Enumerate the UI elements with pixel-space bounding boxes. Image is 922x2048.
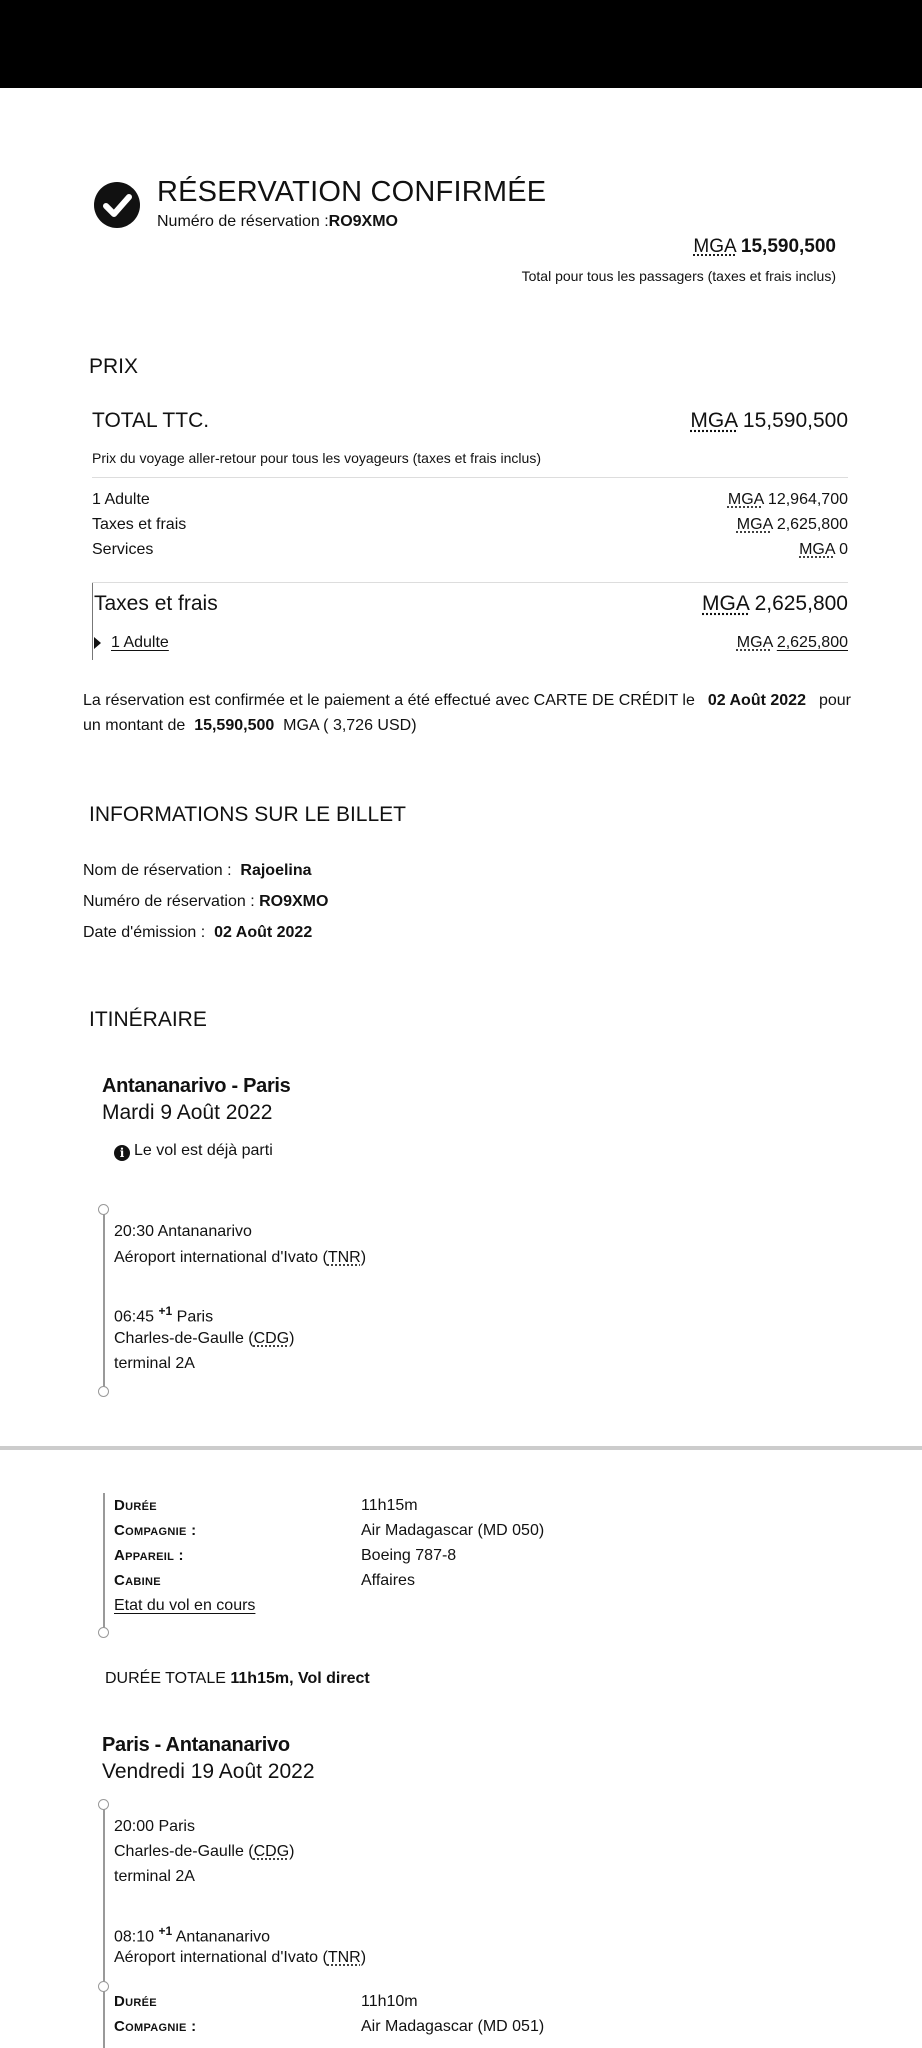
price-line-amount [737,516,848,534]
flight-1-departure-airport [114,1249,366,1267]
taxes-adult-value: 2,625,800 [776,634,848,651]
payment-amount: 15,590,500 [194,717,275,734]
ticket-reference-value: RO9XMO [259,893,329,910]
taxes-adult-label: 1 Adulte [111,634,169,651]
taxes-group-line [92,583,93,660]
flight-2-arrival-airport [114,1949,366,1967]
payment-date: 02 Août 2022 [707,692,806,709]
departure-time: 20:30 [114,1223,155,1240]
total-ttc-label: TOTAL TTC. [92,409,210,432]
flight-2-departure-airport [114,1843,295,1861]
airport-name: Charles-de-Gaulle ( [114,1330,254,1347]
price-line-amount [799,541,848,559]
cabin-label: Cabine [114,1572,161,1589]
arrival-city: Antananarivo [175,1928,271,1946]
arrival-city: Paris [176,1308,214,1326]
departure-time: 20:00 [114,1818,155,1835]
duration-label: Durée [114,1497,157,1514]
info-icon: i [114,1145,130,1161]
flight-1-arrival [114,1304,213,1326]
flight-2-departure [114,1818,195,1836]
caret-right-icon [94,637,101,649]
payment-confirmation [83,688,851,738]
flight-2-arrival [114,1924,270,1946]
flight-1-departure [114,1223,252,1241]
total-duration-value: 11h15m, Vol direct [230,1670,370,1687]
header-total [693,236,836,258]
flight-status-link[interactable]: Etat du vol en cours [114,1597,256,1614]
payment-text: pour [818,692,851,709]
airport-name: Aéroport international d'Ivato ( [114,1249,328,1266]
airport-code: TNR [327,1249,361,1266]
departure-city: Antananarivo [157,1223,252,1240]
airline-label: Compagnie : [114,1522,197,1539]
price-line-value: 12,964,700 [767,491,848,508]
flight-2-terminal: terminal 2A [114,1868,195,1885]
duration-value: 11h15m [361,1497,418,1514]
booking-name-label: Nom de réservation : [83,862,232,879]
aircraft-label: Appareil : [114,1547,184,1564]
airline-value: Air Madagascar (MD 050) [361,1522,545,1539]
taxes-amount [702,592,848,616]
section-title-itineraire: ITINÉRAIRE [89,1008,207,1031]
taxes-adult-amount[interactable] [737,634,848,652]
total-duration-label: DURÉE TOTALE [105,1670,226,1687]
timeline-dot [98,1204,109,1215]
taxes-adult-toggle[interactable] [94,634,169,652]
payment-text: un montant de [83,717,186,734]
payment-text: La réservation est confirmée et le paiement a été effectué avec CARTE DE CRÉDIT le [83,692,695,709]
taxes-title: Taxes et frais [94,592,218,615]
price-line-value: 2,625,800 [776,516,848,533]
flight-status [114,1142,273,1161]
price-line-label: Services [92,541,154,558]
timeline-dot [98,1981,109,1992]
cabin-value: Affaires [361,1572,415,1589]
timeline-dot [98,1627,109,1638]
airport-bracket: ) [289,1843,295,1860]
arrival-time: 06:45 [114,1308,155,1326]
payment-line-2 [83,713,851,738]
divider [92,582,848,583]
taxes-value: 2,625,800 [754,592,848,615]
booking-reference-value: RO9XMO [328,213,398,230]
currency-abbr: MGA [799,541,835,558]
divider [92,477,848,478]
next-day-badge: +1 [158,1924,173,1938]
flight-1-date: Mardi 9 Août 2022 [102,1101,273,1124]
payment-text: MGA ( 3,726 USD) [283,717,417,734]
booking-name-value: Rajoelina [240,862,312,879]
booking-reference [157,213,398,231]
top-bar [0,0,922,88]
timeline-line [103,1808,105,2048]
currency-abbr: MGA [693,236,736,257]
duration-value: 11h10m [361,1993,418,2010]
flight-1-route: Antananarivo - Paris [102,1075,291,1097]
section-separator [0,1446,922,1450]
aircraft-value: Boeing 787-8 [361,1547,457,1564]
duration-label: Durée [114,1993,157,2010]
section-title-prix: PRIX [89,355,139,378]
ticket-reference [83,893,328,911]
airport-code: CDG [253,1330,290,1347]
airline-value: Air Madagascar (MD 051) [361,2018,545,2035]
header-total-value: 15,590,500 [740,236,836,257]
page-title: RÉSERVATION CONFIRMÉE [157,176,547,208]
flight-1-arrival-airport [114,1330,295,1348]
departure-city: Paris [158,1818,195,1835]
airline-label: Compagnie : [114,2018,197,2035]
currency-abbr: MGA [736,634,773,651]
timeline-line [103,1208,105,1392]
timeline-dot [98,1386,109,1397]
header-total-note: Total pour tous les passagers (taxes et frais inclus) [521,268,836,284]
currency-abbr: MGA [736,516,773,533]
airport-bracket: ) [360,1949,367,1966]
flight-1-terminal: terminal 2A [114,1355,195,1372]
section-title-billet: INFORMATIONS SUR LE BILLET [89,803,406,826]
total-duration [105,1670,370,1688]
arrival-time: 08:10 [114,1928,155,1946]
issue-date [83,924,312,942]
currency-abbr: MGA [690,409,738,432]
price-line-value: 0 [839,541,848,558]
total-ttc-value: 15,590,500 [742,409,848,432]
price-line-label: 1 Adulte [92,491,150,508]
airport-bracket: ) [360,1249,367,1266]
price-line-amount [728,491,848,509]
airport-name: Charles-de-Gaulle ( [114,1843,254,1860]
price-line-label: Taxes et frais [92,516,187,533]
check-circle-icon [94,182,140,228]
airport-bracket: ) [289,1330,295,1347]
booking-name [83,862,312,880]
booking-reference-label: Numéro de réservation : [157,213,329,230]
currency-abbr: MGA [702,592,749,615]
flight-2-date: Vendredi 19 Août 2022 [102,1760,315,1783]
airport-name: Aéroport international d'Ivato ( [114,1949,328,1966]
currency-abbr: MGA [727,491,764,508]
payment-line-1 [83,688,851,713]
issue-date-value: 02 Août 2022 [214,924,313,941]
timeline-dot [98,1799,109,1810]
flight-2-route: Paris - Antananarivo [102,1734,290,1756]
flight-status-text: Le vol est déjà parti [134,1142,273,1159]
airport-code: CDG [253,1843,290,1860]
ticket-reference-label: Numéro de réservation : [83,893,255,910]
next-day-badge: +1 [158,1304,173,1318]
airport-code: TNR [327,1949,361,1966]
total-ttc-amount [690,409,848,433]
issue-date-label: Date d'émission : [83,924,206,941]
total-ttc-note: Prix du voyage aller-retour pour tous les voyageurs (taxes et frais inclus) [92,450,541,466]
details-line [103,1493,105,1633]
